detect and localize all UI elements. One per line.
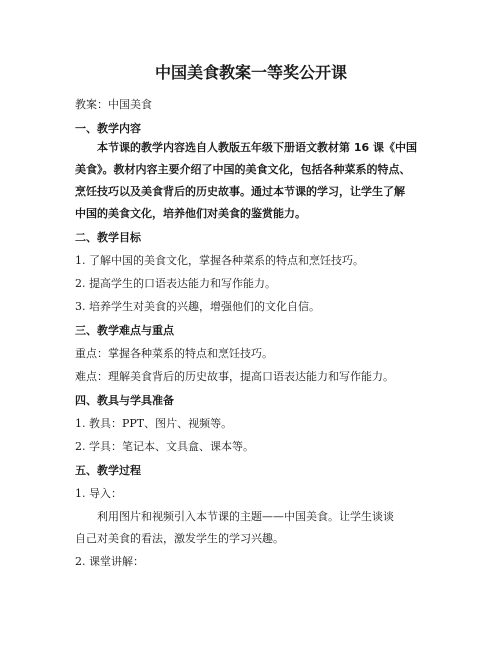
section-content-line: 烹饪技巧以及美食背后的历史故事。通过本节课的学习，让学生了解 (75, 185, 405, 198)
section-heading-materials: 四、教具与学具准备 (75, 394, 174, 407)
material-item: 1. 教具：PPT、图片、视频等。 (75, 417, 233, 430)
material-item: 2. 学具：笔记本、文具盒、课本等。 (75, 440, 254, 453)
process-step-text: 利用图片和视频引入本节课的主题——中国美食。让学生谈谈 (97, 510, 394, 523)
section-content-line: 美食》。教材内容主要介绍了中国的美食文化，包括各种菜系的特点、 (75, 163, 411, 176)
section-heading-content: 一、教学内容 (75, 122, 141, 135)
document-title: 中国美食教案一等奖公开课 (154, 63, 347, 82)
lesson-label: 教案：中国美食 (75, 98, 152, 111)
keypoint-item: 重点：掌握各种菜系的特点和烹饪技巧。 (75, 347, 273, 360)
process-step-label: 1. 导入： (75, 487, 122, 500)
section-heading-keypoints: 三、教学难点与重点 (75, 324, 174, 337)
process-step-label: 2. 课堂讲解： (75, 555, 144, 568)
goal-item: 3. 培养学生对美食的兴趣，增强他们的文化自信。 (75, 300, 320, 313)
section-heading-process: 五、教学过程 (75, 464, 141, 477)
keypoint-item: 难点：理解美食背后的历史故事，提高口语表达能力和写作能力。 (75, 370, 394, 383)
goal-item: 2. 提高学生的口语表达能力和写作能力。 (75, 277, 276, 290)
goal-item: 1. 了解中国的美食文化，掌握各种菜系的特点和烹饪技巧。 (75, 254, 364, 267)
section-content-line: 本节课的教学内容选自人教版五年级下册语文教材第 16 课《中国 (97, 141, 417, 154)
section-content-line: 中国的美食文化，培养他们对美食的鉴赏能力。 (75, 207, 306, 220)
section-heading-goals: 二、教学目标 (75, 231, 141, 244)
process-step-text: 自己对美食的看法，激发学生的学习兴趣。 (75, 532, 284, 545)
